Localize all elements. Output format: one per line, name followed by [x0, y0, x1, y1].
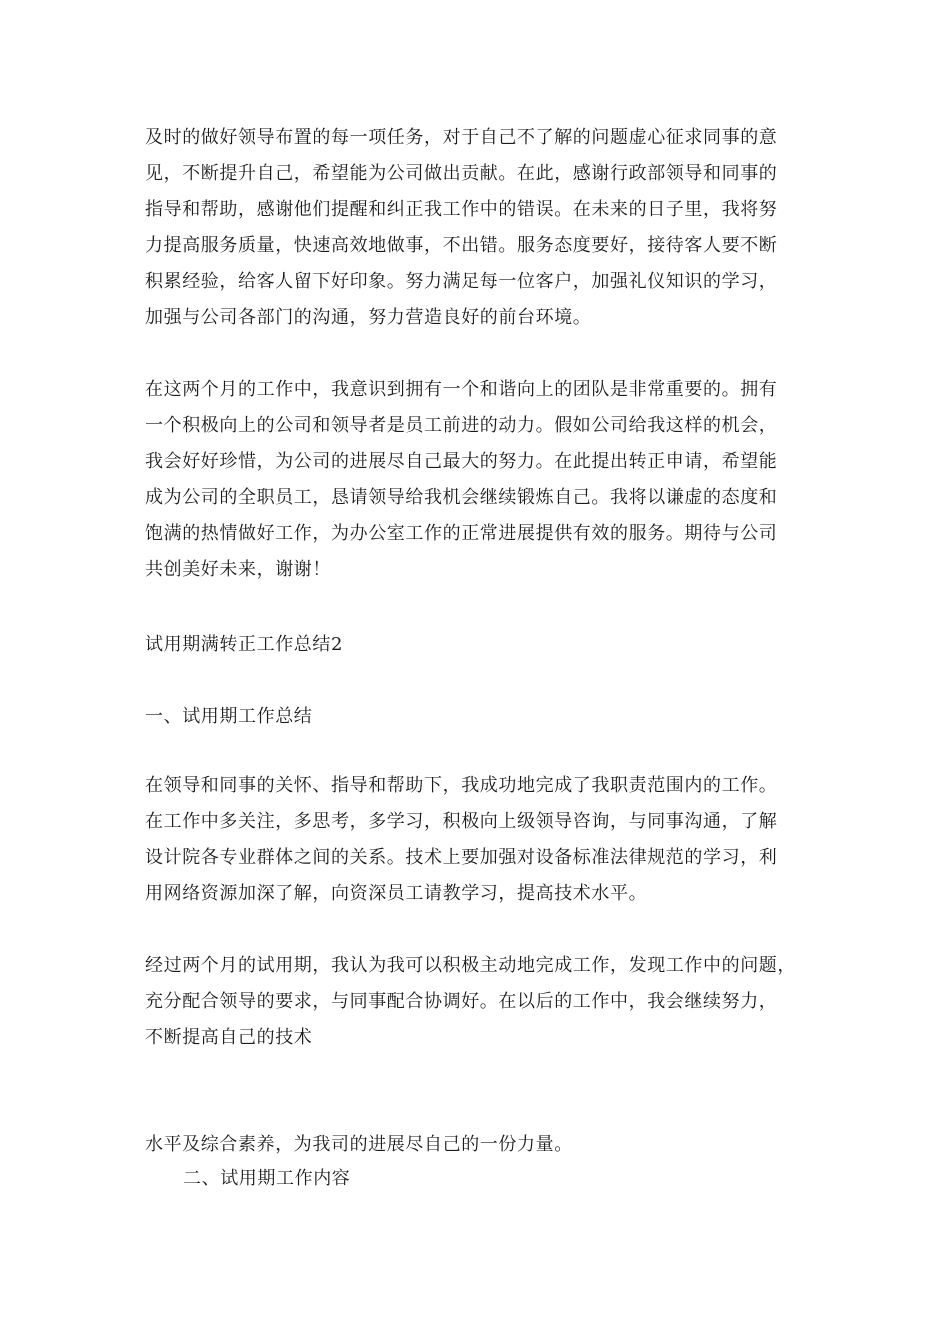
paragraph-4-line-2: 充分配合领导的要求，与同事配合协调好。在以后的工作中，我会继续努力， — [145, 991, 778, 1012]
paragraph-2-line-6: 共创美好未来，谢谢！ — [145, 559, 331, 580]
document-heading: 试用期满转正工作总结2 — [145, 634, 344, 655]
paragraph-5-line-1: 水平及综合素养，为我司的进展尽自己的一份力量。 — [145, 1134, 573, 1155]
paragraph-2-line-3: 我会好好珍惜，为公司的进展尽自己最大的努力。在此提出转正申请，希望能 — [145, 451, 778, 472]
section-2-heading: 二、试用期工作内容 — [183, 1168, 351, 1189]
paragraph-4-line-3: 不断提高自己的技术 — [145, 1027, 313, 1048]
paragraph-1-line-4: 力提高服务质量，快速高效地做事，不出错。服务态度要好，接待客人要不断 — [145, 235, 778, 256]
paragraph-3-line-2: 在工作中多关注，多思考，多学习，积极向上级领导咨询，与同事沟通，了解 — [145, 811, 778, 832]
paragraph-2-line-4: 成为公司的全职员工，恳请领导给我机会继续锻炼自己。我将以谦虚的态度和 — [145, 487, 778, 508]
paragraph-1-line-2: 见，不断提升自己，希望能为公司做出贡献。在此，感谢行政部领导和同事的 — [145, 163, 778, 184]
paragraph-3-line-4: 用网络资源加深了解，向资深员工请教学习，提高技术水平。 — [145, 883, 648, 904]
paragraph-1-line-3: 指导和帮助，感谢他们提醒和纠正我工作中的错误。在未来的日子里，我将努 — [145, 199, 778, 220]
section-1-heading: 一、试用期工作总结 — [145, 706, 313, 727]
paragraph-2-line-1: 在这两个月的工作中，我意识到拥有一个和谐向上的团队是非常重要的。拥有 — [145, 379, 778, 400]
paragraph-1-line-6: 加强与公司各部门的沟通，努力营造良好的前台环境。 — [145, 307, 592, 328]
paragraph-3-line-1: 在领导和同事的关怀、指导和帮助下，我成功地完成了我职责范围内的工作。 — [145, 775, 778, 796]
paragraph-1-line-1: 及时的做好领导布置的每一项任务，对于自己不了解的问题虚心征求同事的意 — [145, 127, 778, 148]
paragraph-1-line-5: 积累经验，给客人留下好印象。努力满足每一位客户，加强礼仪知识的学习， — [145, 271, 778, 292]
paragraph-3-line-3: 设计院各专业群体之间的关系。技术上要加强对设备标准法律规范的学习，利 — [145, 847, 778, 868]
paragraph-4-line-1: 经过两个月的试用期，我认为我可以积极主动地完成工作，发现工作中的问题， — [145, 955, 796, 976]
paragraph-2-line-5: 饱满的热情做好工作，为办公室工作的正常进展提供有效的服务。期待与公司 — [145, 523, 778, 544]
paragraph-2-line-2: 一个积极向上的公司和领导者是员工前进的动力。假如公司给我这样的机会， — [145, 415, 778, 436]
